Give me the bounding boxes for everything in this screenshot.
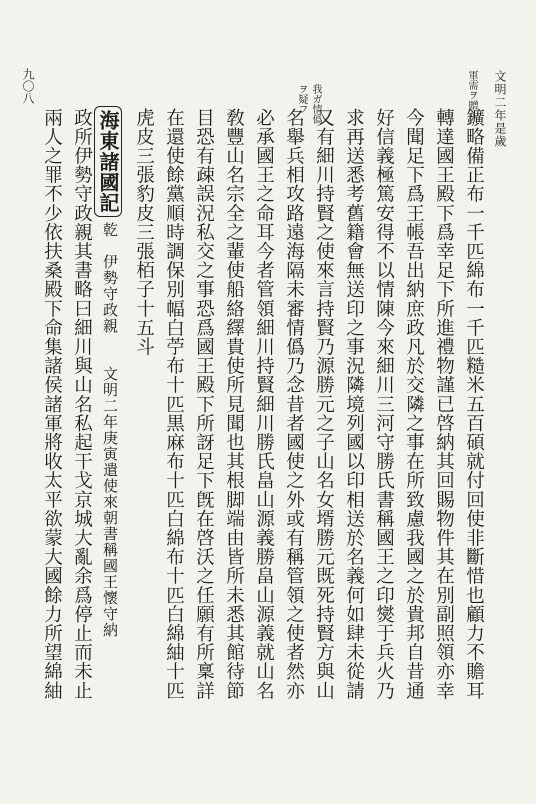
text-column: 鑛略備正布一千匹綿布一千匹糙米五百碩就付回使非斷惜也顧力不贍耳 — [463, 108, 485, 701]
section-heading — [98, 106, 118, 217]
marginal-note: ヲ疑フ — [296, 84, 307, 114]
running-title: 文明二年是歲 — [493, 70, 507, 148]
text-column: 敎豐山名宗全之輩使船絡繹貴使所見聞也其根脚端由皆所未悉其館待節 — [223, 108, 245, 701]
text-column: 求再送悉考舊籍會無送印之事況隣境列國以印相送於名義何如肆未從請 — [343, 108, 365, 701]
text-column: 好信義極篤安得不以情陳今來細川三河守勝氏書稱國王之印爕于兵火乃 — [373, 108, 395, 701]
text-column: 必承國王之命耳今者管領細川持賢細川勝氏畠山源義勝畠山源義就山名 — [253, 108, 275, 701]
text-column: 名舉兵相攻路遠海隔未審情僞乃念昔者國使之外或有稱管領之使者然亦 — [283, 108, 305, 701]
text-column: 在還使餘黨順時調保別幅白苧布十匹黒麻布十匹白綿布十匹白綿紬十匹 — [163, 108, 185, 701]
text-column: 乾 伊勢守政親 文明二年庚寅遣使來朝書稱國王懷守納 — [101, 222, 119, 638]
section-heading-title: 海東諸國記 — [94, 106, 122, 217]
text-column: 目恐有疎誤況私交之事恐爲國王殿下所訝足下旣在啓沃之任願有所稟詳 — [193, 108, 215, 701]
marginal-note: 我ガ情僞 — [310, 84, 321, 124]
text-column: 轉達國王殿下爲幸足下所進禮物謹已啓納其回賜物件其在別副照領亦幸 — [433, 108, 455, 701]
text-column: 今聞足下爲王帳吾出納庶政凡於交隣之事在所致慮我國之於貴邦自昔通 — [403, 108, 425, 701]
text-column: 政所伊勢守政親其書略曰細川與山名私起干戈京城大亂余爲停止而未止 — [71, 108, 93, 701]
text-column: 又有細川持賢之使來言持賢乃源勝元之子山名女壻勝元既死持賢方與山 — [313, 108, 335, 701]
text-column: 虎皮三張豹皮三張栢子十五斗 — [133, 108, 155, 357]
marginal-note: 軍需ヲ贈ル — [466, 70, 477, 120]
text-column: 兩人之罪不少依扶桑殿下命集諸侯諸軍將收太平欲蒙大國餘力所望綿紬 — [41, 108, 63, 701]
page-number: 九〇八 — [21, 68, 35, 104]
